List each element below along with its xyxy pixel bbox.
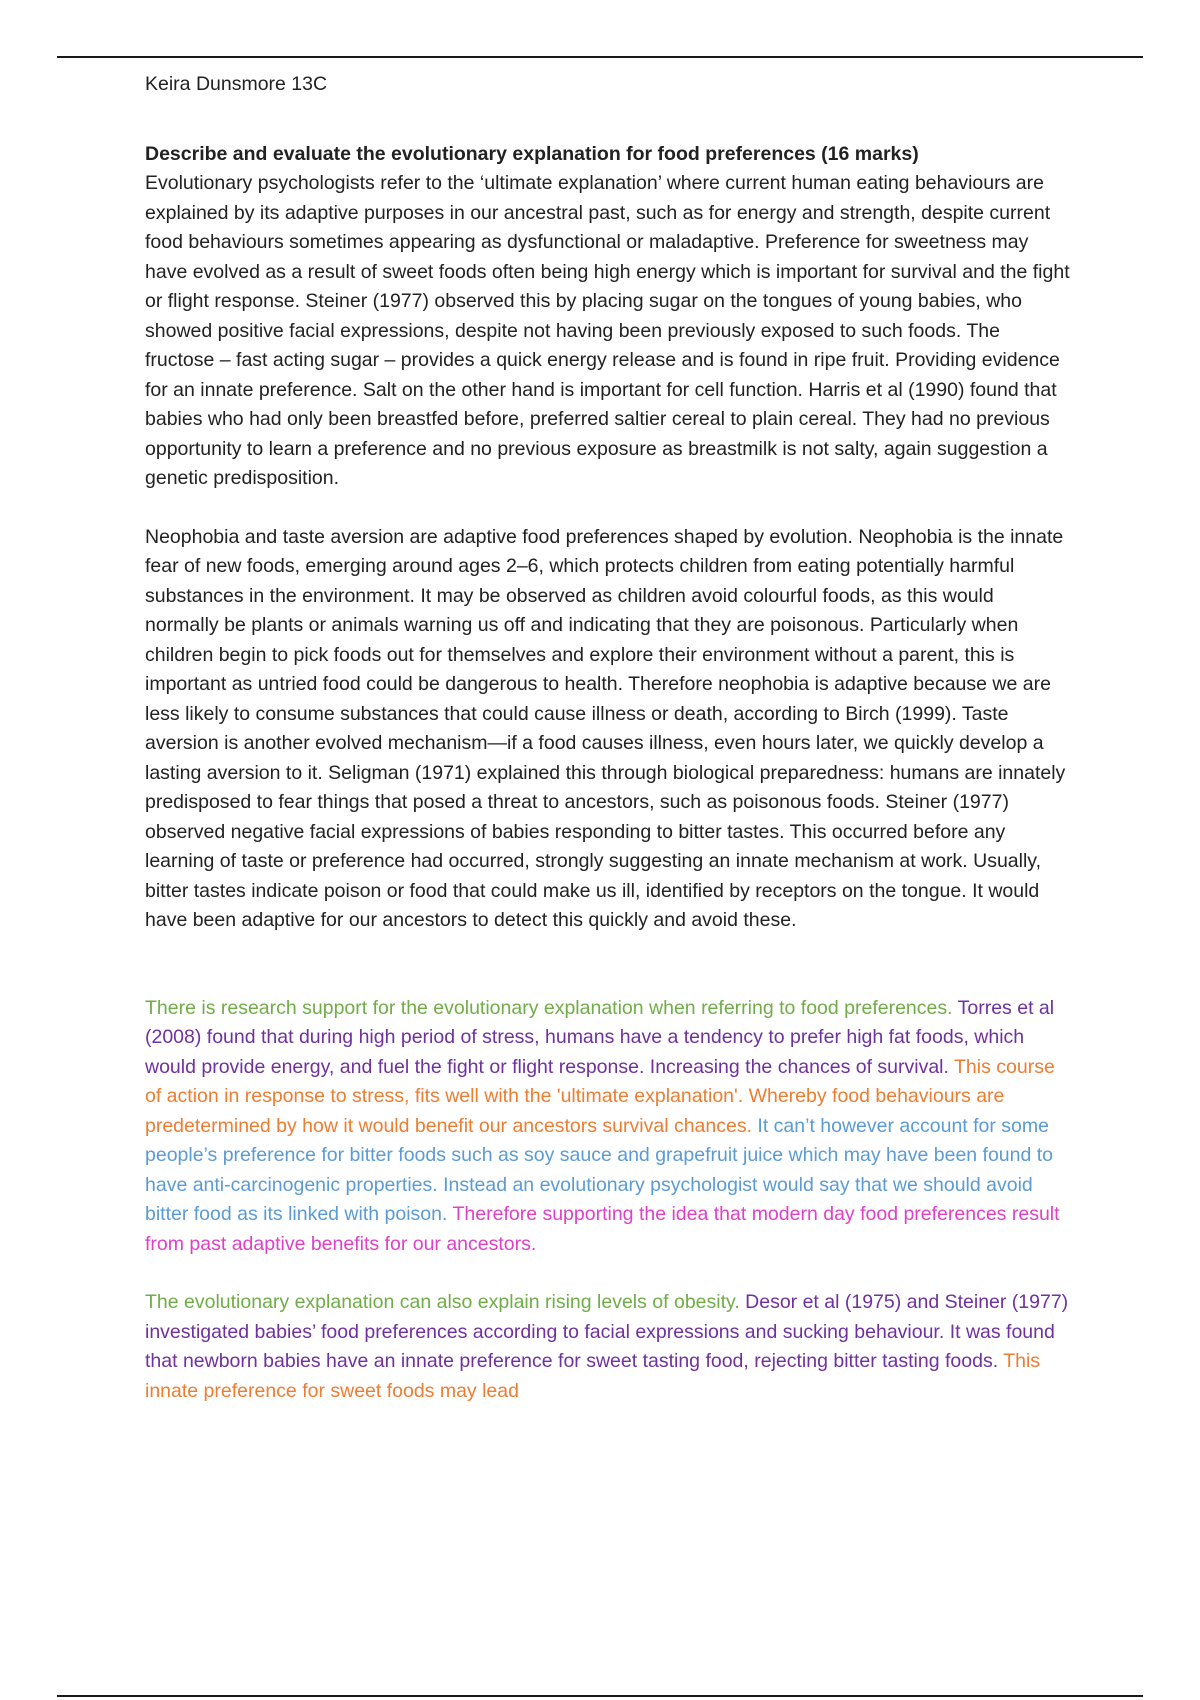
evaluation-explanation: This course of action in response to stress, fits well with the 'ultimate explanation'. Whereby food behaviours are predetermined by how it would benefit our ancestors survival chances.: [145, 1055, 1055, 1137]
paragraph-evaluation-research-support: [145, 994, 1070, 1260]
paragraph-ao1-neophobia: Neophobia and taste aversion are adaptive food preferences shaped by evolution. Neophobia is the innate fear of new foods, emerging around ages 2–6, which protects children from eating potentially harmful substances in the environment. It may be observed as children avoid colourful foods, as this would normally be plants or animals warning us off and indicating that they are poisonous. Particularly when children begin to pick foods out for themselves and explore their environment without a parent, this is important as untried food could be dangerous to health. Therefore neophobia is adaptive because we are less likely to consume substances that could cause illness or death, according to Birch (1999). Taste aversion is another evolved mechanism—if a food causes illness, even hours later, we quickly develop a lasting aversion to it. Seligman (1971) explained this through biological preparedness: humans are innately predisposed to fear things that posed a threat to ancestors, such as poisonous foods. Steiner (1977) observed negative facial expressions of babies responding to bitter tastes. This occurred before any learning of taste or preference had occurred, strongly suggesting an innate mechanism at work. Usually, bitter tastes indicate poison or food that could make us ill, identified by receptors on the tongue. It would have been adaptive for our ancestors to detect this quickly and avoid these.: [145, 525, 1066, 931]
essay-title: Describe and evaluate the evolutionary explanation for food preferences (16 marks): [145, 142, 919, 165]
evaluation-counterpoint: It can’t however account for some people’s preference for bitter foods such as soy sauce and grapefruit juice which may have been found to have anti-carcinogenic properties. Instead an evolutionary psychologist would say that we should avoid bitter food as its linked with poison.: [145, 1114, 1054, 1225]
evaluation-evidence: Torres et al (2008) found that during high period of stress, humans have a tendency to prefer high fat foods, which would provide energy, and fuel the fight or flight response. Increasing the chances of survival.: [145, 996, 1055, 1078]
evaluation-point: There is research support for the evolutionary explanation when referring to food preferences.: [145, 996, 953, 1019]
evaluation-link: Therefore supporting the idea that modern day food preferences result from past adaptive benefits for our ancestors.: [145, 1203, 1060, 1255]
evaluation-evidence: Desor et al (1975) and Steiner (1977) investigated babies’ food preferences according to facial expressions and sucking behaviour. It was found that newborn babies have an innate preference for sweet tasting food, rejecting bitter tasting foods.: [145, 1291, 1069, 1372]
footer-rule: [57, 1695, 1143, 1697]
header-rule: [57, 56, 1143, 58]
evaluation-explanation: This innate preference for sweet foods may lead: [145, 1350, 1041, 1402]
document-page: [145, 70, 1070, 1406]
evaluation-point: The evolutionary explanation can also explain rising levels of obesity.: [145, 1291, 740, 1313]
paragraph-ao1-food-preferences: Evolutionary psychologists refer to the ‘ultimate explanation’ where current human eating behaviours are explained by its adaptive purposes in our ancestral past, such as for energy and strength, despite current food behaviours sometimes appearing as dysfunctional or maladaptive. Preference for sweetness may have evolved as a result of sweet foods often being high energy which is important for survival and the fight or flight response. Steiner (1977) observed this by placing sugar on the tongues of young babies, who showed positive facial expressions, despite not having been previously exposed to such foods. The fructose – fast acting sugar – provides a quick energy release and is found in ripe fruit. Providing evidence for an innate preference. Salt on the other hand is important for cell function. Harris et al (1990) found that babies who had only been breastfed before, preferred saltier cereal to plain cereal. They had no previous opportunity to learn a preference and no previous exposure as breastmilk is not salty, again suggestion a genetic predisposition.: [145, 172, 1070, 489]
paragraph-evaluation-obesity: [145, 1288, 1070, 1406]
author-line: Keira Dunsmore 13C: [145, 73, 328, 95]
